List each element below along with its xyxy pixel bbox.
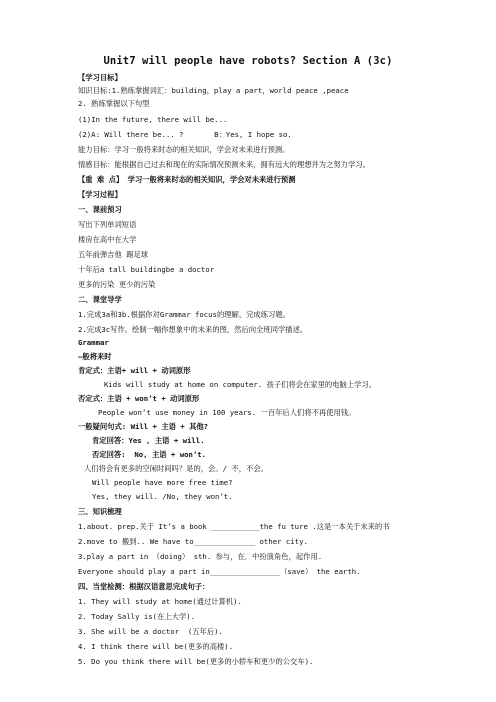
positive-answer: 肯定回答：Yes , 主语 + will. [92, 436, 205, 445]
tense-heading: —般将来时 [78, 352, 112, 361]
review-item-3: 3.play a part in （doing） sth. 参与，在．中扮演角色，起作用. [78, 552, 323, 561]
section-heading-objectives: 【学习目标】 [78, 73, 122, 82]
question-example-en: Will people have more free time? [92, 478, 233, 487]
ability-objective: 能力目标：学习一般将来时态的相关知识，学会对未来进行预测。 [78, 145, 290, 154]
review-item-3-example: Everyone should play a part in________________（save） the earth. [78, 567, 361, 576]
question-example-cn: 人们将会有更多的空闲时间吗？是的，会。/ 不，不会。 [84, 464, 268, 473]
preview-item-2: 五年前弹吉他 踢足球 [78, 250, 149, 259]
preview-item-1: 楼房在高中在大学 [78, 235, 137, 244]
emotion-objective: 情感目标：能根据自己过去和现在的实际情况预测未来，拥有远大的理想并为之努力学习。 [78, 160, 370, 169]
answer-example: Yes, they will. /No, they won’t. [92, 492, 233, 501]
test-item-3: 3. She will be a doctor (五年后). [78, 627, 223, 636]
heading-classroom-guide: 二、课堂导学 [78, 295, 122, 304]
heading-preview: 一、课前预习 [78, 205, 122, 214]
key-difficult-points: 【重 难 点】 学习一般将来时态的相关知识，学会对未来进行预测 [78, 175, 296, 184]
heading-in-class-test: 四、当堂检测：根据汉语意思完成句子： [78, 582, 210, 591]
document-title: Unit7 will people have robots? Section A (3c) [103, 55, 393, 67]
section-heading-process: 【学习过程】 [78, 190, 122, 199]
preview-item-4: 更多的污染 更少的污染 [78, 280, 156, 289]
affirmative-example: Kids will study at home on computer. 孩子们将会在家里的电脑上学习。 [104, 380, 376, 389]
knowledge-objective: 知识目标:1.熟练掌握词汇：building，play a part，world peace ,peace [78, 86, 349, 95]
affirmative-form: 肯定式：主语+ will + 动词原形 [78, 366, 191, 375]
guide-item-2: 2.完成3c写作。绘制一幅你想象中的未来的图，然后向全班同学描述。 [78, 325, 308, 334]
pattern-2: (2)A: Will there be... ? B：Yes, I hope so. [78, 130, 292, 139]
objective-sentence-patterns: 2. 熟练掌握以下句型 [78, 99, 150, 108]
heading-knowledge-review: 三、知识梳理 [78, 507, 122, 516]
grammar-heading: Grammar [78, 338, 109, 347]
pattern-1: (1)In the future, there will be... [78, 115, 228, 124]
preview-item-3: 十年后a tall buildingbe a doctor [78, 265, 215, 274]
review-item-1: 1.about. prep.关于 It’s a book ___________the fu ture .这是一本关于未来的书 [78, 522, 390, 531]
preview-instruction: 写出下列单词短语 [78, 220, 137, 229]
guide-item-1: 1.完成3a和3b.根据你对Grammar focus的理解，完成练习题。 [78, 310, 290, 319]
negative-answer: 否定回答: No, 主语 + won’t. [92, 450, 207, 459]
test-item-1: 1. They will study at home(通过计算机). [78, 597, 242, 606]
negative-form: 否定式：主语 + won’t + 动词原形 [78, 394, 200, 403]
question-form: 一般疑问句式: Will + 主语 + 其他? [78, 422, 209, 431]
negative-example: People won’t use money in 100 years. 一百年后人们将不再使用钱。 [98, 408, 356, 417]
test-item-5: 5. Do you think there will be(更多的小轿车和更少的公交车). [78, 657, 314, 666]
test-item-2: 2. Today Sally is(在上大学). [78, 612, 196, 621]
test-item-4: 4. I think there will be(更多的高楼). [78, 642, 234, 651]
review-item-2: 2.move to 搬到.. We have to______________ other city. [78, 537, 308, 546]
